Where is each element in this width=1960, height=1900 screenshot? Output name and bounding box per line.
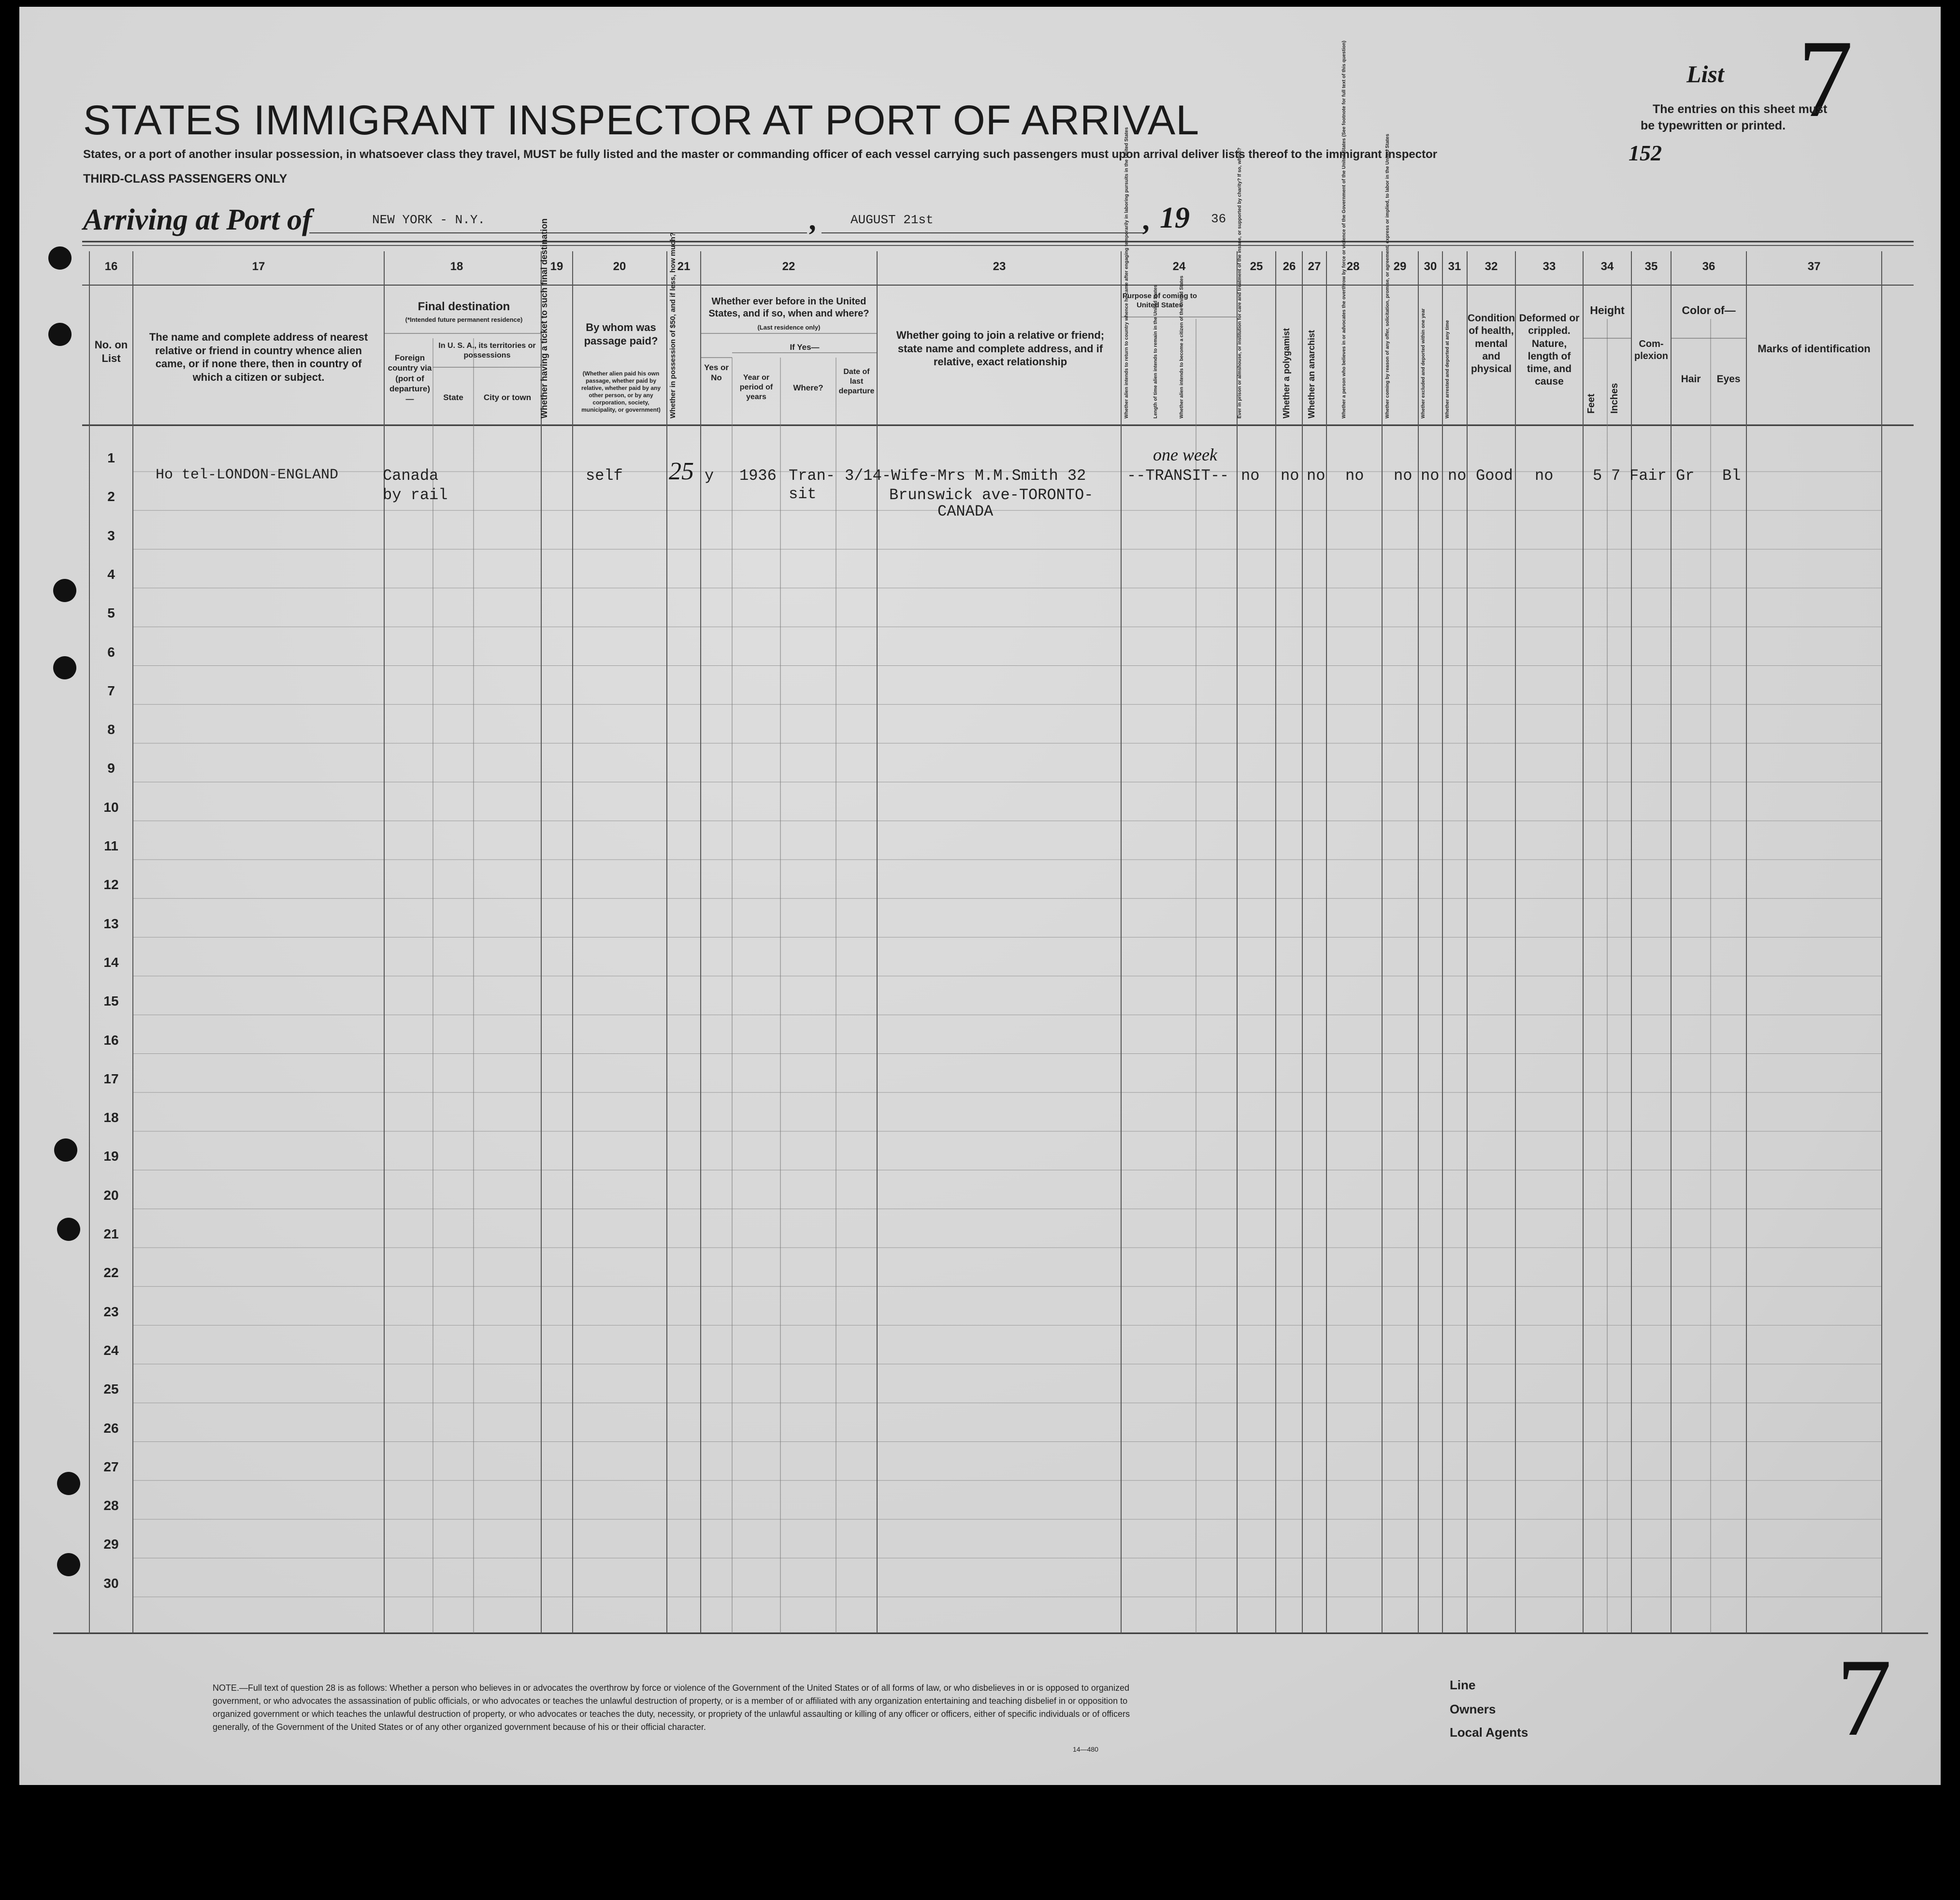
entry-health: Good	[1476, 467, 1513, 485]
row-number: 22	[103, 1265, 119, 1281]
column-number: 33	[1542, 260, 1556, 273]
entry-q28: no	[1345, 467, 1364, 485]
column-number: 24	[1172, 260, 1186, 273]
entry-where-2: sit	[789, 485, 817, 503]
header-q31: Whether arrested and deported at any time	[1445, 320, 1450, 418]
entry-polygamist: no	[1281, 467, 1299, 485]
entry-year: 1936	[739, 467, 777, 485]
column-number: 17	[252, 260, 265, 273]
row-number: 28	[103, 1498, 119, 1513]
entry-join-2: Brunswick ave-TORONTO-	[889, 486, 1094, 504]
entry-passage: self	[586, 467, 623, 485]
column-number: 35	[1644, 260, 1658, 273]
header-nearest-relative: The name and complete address of nearest relative or friend in country whence alien came, or if none there, then in country of which a citizen or subject.	[149, 331, 368, 383]
row-number: 4	[107, 566, 115, 582]
header-join-relative: Whether going to join a relative or friend; state name and complete address, and if relative, exact relationship	[896, 329, 1105, 368]
column-number: 34	[1600, 260, 1614, 273]
typewritten-note-1: The entries on this sheet must	[1653, 102, 1828, 116]
entry-foreign-country-2: by rail	[383, 486, 448, 504]
footer-page-number: 7	[1836, 1636, 1892, 1759]
entry-anarchist: no	[1307, 467, 1326, 485]
column-number: 31	[1448, 260, 1461, 273]
header-inches: Inches	[1609, 383, 1620, 414]
header-prison: Ever in prison or almshouse, or institution for care and treatment of the insane, or supported by charity? If so, which?	[1237, 147, 1242, 418]
header-eyes: Eyes	[1716, 374, 1741, 385]
column-number: 37	[1807, 260, 1821, 273]
header-q28: Whether a person who believes in or advocates the overthrow by force or violence of the Government of the United States (See footnote for full text of this question)	[1341, 41, 1347, 418]
entry-feet: 5	[1593, 467, 1602, 485]
entry-relative: Ho tel-LONDON-ENGLAND	[156, 467, 339, 483]
entry-q30: no	[1421, 467, 1440, 485]
header-q30: Whether excluded and deported within one year	[1421, 308, 1426, 418]
column-number: 20	[613, 260, 626, 273]
column-number: 36	[1702, 260, 1715, 273]
column-number: 30	[1424, 260, 1437, 273]
arrival-date: AUGUST 21st	[850, 213, 934, 227]
header-passage-note: (Whether alien paid his own passage, whether paid by relative, whether paid by any other person, or by any corporation, society, municipality, or government)	[581, 370, 661, 413]
header-purpose: Purpose of coming to United States	[1122, 292, 1197, 309]
row-number: 16	[103, 1032, 119, 1048]
header-date-departure: Date of last departure	[838, 368, 875, 395]
header-marks: Marks of identification	[1758, 343, 1871, 355]
header-final-destination-note: (*Intended future permanent residence)	[405, 316, 523, 323]
header-foreign-country: Foreign country via (port of departure)—	[388, 353, 432, 403]
header-color-of: Color of—	[1682, 304, 1736, 317]
footer-agents-label: Local Agents	[1450, 1725, 1528, 1740]
entry-join-3: CANADA	[937, 503, 994, 520]
row-number: 27	[103, 1459, 119, 1474]
row-number: 25	[103, 1382, 119, 1397]
port-of-arrival: NEW YORK - N.Y.	[372, 213, 486, 227]
comma-1: ,	[810, 203, 818, 236]
entry-purpose: --TRANSIT--	[1127, 467, 1229, 485]
row-number: 5	[107, 605, 115, 621]
row-number: 14	[103, 954, 119, 970]
column-number: 32	[1484, 260, 1498, 273]
list-number: 7	[1798, 17, 1853, 140]
row-number: 19	[103, 1149, 119, 1164]
column-number: 21	[677, 260, 691, 273]
entry-q29: no	[1394, 467, 1412, 485]
entry-ever-before: y	[705, 467, 714, 485]
column-number: 27	[1308, 260, 1321, 273]
row-number: 17	[103, 1071, 119, 1086]
row-number: 2	[107, 489, 115, 504]
row-number: 13	[103, 916, 119, 931]
entry-complexion: Fair	[1629, 467, 1667, 485]
entry-foreign-country-1: Canada	[383, 467, 439, 485]
row-number: 8	[107, 722, 115, 737]
class-line: THIRD-CLASS PASSENGERS ONLY	[83, 172, 288, 186]
header-health: Condition of health, mental and physical	[1468, 313, 1515, 374]
entry-inches: 7	[1611, 467, 1621, 485]
row-number: 30	[103, 1575, 119, 1591]
header-city: City or town	[483, 393, 532, 402]
stamp-number: 152	[1629, 141, 1662, 165]
header-year-period: Year or period of years	[739, 374, 773, 401]
entry-eyes: Bl	[1722, 467, 1741, 485]
header-in-usa: In U. S. A., its territories or possessions	[438, 342, 536, 360]
entry-prison: no	[1241, 467, 1260, 485]
column-number: 26	[1283, 260, 1296, 273]
header-where: Where?	[793, 383, 823, 392]
row-number: 18	[103, 1110, 119, 1125]
entry-join-1: 3/14-Wife-Mrs M.M.Smith 32	[845, 467, 1086, 485]
typewritten-note-2: be typewritten or printed.	[1641, 119, 1786, 132]
row-number: 11	[104, 838, 118, 853]
column-number: 22	[782, 260, 795, 273]
row-number: 24	[103, 1342, 119, 1358]
header-ticket: Whether having a ticket to such final destination	[539, 218, 549, 418]
entry-deformed: no	[1535, 467, 1554, 485]
row-number: 6	[107, 644, 115, 660]
list-label: List	[1686, 60, 1724, 87]
row-number: 29	[103, 1537, 119, 1552]
header-anarchist: Whether an anarchist	[1307, 330, 1316, 418]
column-number: 28	[1346, 260, 1360, 273]
header-final-destination: Final destination	[418, 300, 510, 313]
year-prefix: 19	[1160, 202, 1190, 234]
row-number: 26	[103, 1420, 119, 1436]
header-passage-paid: By whom was passage paid?	[584, 321, 658, 347]
row-number: 15	[103, 993, 119, 1009]
comma-2: ,	[1143, 203, 1151, 236]
form-title: STATES IMMIGRANT INSPECTOR AT PORT OF ARRIVAL	[83, 97, 1200, 144]
header-polygamist: Whether a polygamist	[1282, 328, 1291, 418]
header-if-yes: If Yes—	[790, 343, 820, 352]
arriving-label: Arriving at Port of	[83, 203, 312, 236]
header-purpose-b: Length of time alien intends to remain in the United States	[1153, 285, 1158, 418]
header-height: Height	[1590, 304, 1625, 317]
footer-line-label: Line	[1450, 1678, 1476, 1692]
row-number: 21	[103, 1226, 119, 1241]
form-number: 14—480	[1073, 1745, 1098, 1753]
header-money: Whether in possession of $50, and if less, how much?	[669, 232, 677, 418]
form-instruction: States, or a port of another insular possession, in whatsoever class they travel, MUST be fully listed and the master or commanding officer of each vessel carrying such passengers must upon arrival deliver lists thereof to the immigrant inspector	[83, 148, 1438, 161]
row-number: 9	[107, 761, 115, 776]
row-number: 3	[107, 528, 115, 543]
row-number: 10	[103, 799, 119, 815]
header-yes-no: Yes or No	[704, 363, 729, 383]
footer-owners-label: Owners	[1450, 1702, 1496, 1716]
entry-q31: no	[1448, 467, 1467, 485]
column-number: 16	[104, 260, 118, 273]
row-number: 7	[107, 683, 115, 698]
header-last-residence: (Last residence only)	[757, 324, 821, 331]
row-number: 1	[107, 450, 115, 465]
column-number: 19	[550, 260, 563, 273]
entry-hair: Gr	[1676, 467, 1695, 485]
year-suffix: 36	[1211, 212, 1226, 226]
header-hair: Hair	[1681, 374, 1701, 385]
entry-purpose-handwritten: one week	[1153, 445, 1217, 464]
row-number: 23	[103, 1304, 119, 1319]
footnote-question-28: NOTE.—Full text of question 28 is as follows: Whether a person who believes in or advocates the overthrow by force or violence of the Government of the United States or of all forms of law, or who disbelieves in or is opposed to organized government, or who advocates the assassination of public officials, or who advocates or teaches the unlawful destruction of property, or is a member of or affiliated with any organization entertaining and teaching disbelief in or opposition to organized government or which teaches the unlawful destruction of property, or who advocates or teaches the duty, necessity, or propriety of the unlawful assaulting or killing of any officer or officers, either of specific individuals or of officers generally, of the Government of the United States or of any other organized government because of his or their official character.	[213, 1683, 1130, 1732]
header-purpose-c: Whether alien intends to become a citizen of the United States	[1179, 275, 1184, 418]
entry-where-1: Tran-	[789, 467, 836, 485]
header-deformed: Deformed or crippled. Nature, length of time, and cause	[1519, 313, 1580, 388]
column-number: 29	[1393, 260, 1407, 273]
entry-money: 25	[669, 458, 694, 485]
header-no-on-list: No. on List	[94, 339, 128, 364]
header-purpose-a: Whether alien intends to return to country whence he came after engaging temporarily in laboring pursuits in the United States	[1124, 127, 1129, 418]
header-feet: Feet	[1586, 393, 1597, 414]
header-state: State	[443, 393, 463, 402]
header-ever-before: Whether ever before in the United States, and if so, when and where?	[708, 296, 869, 319]
header-complexion: Com-plexion	[1634, 339, 1668, 361]
row-number: 20	[103, 1187, 119, 1203]
row-number: 12	[103, 877, 119, 892]
header-q29: Whether coming by reason of any offer, solicitation, promise, or agreement, express or implied, to labor in the United States	[1385, 133, 1390, 418]
column-number: 25	[1250, 260, 1263, 273]
column-number: 18	[450, 260, 463, 273]
column-number: 23	[993, 260, 1006, 273]
